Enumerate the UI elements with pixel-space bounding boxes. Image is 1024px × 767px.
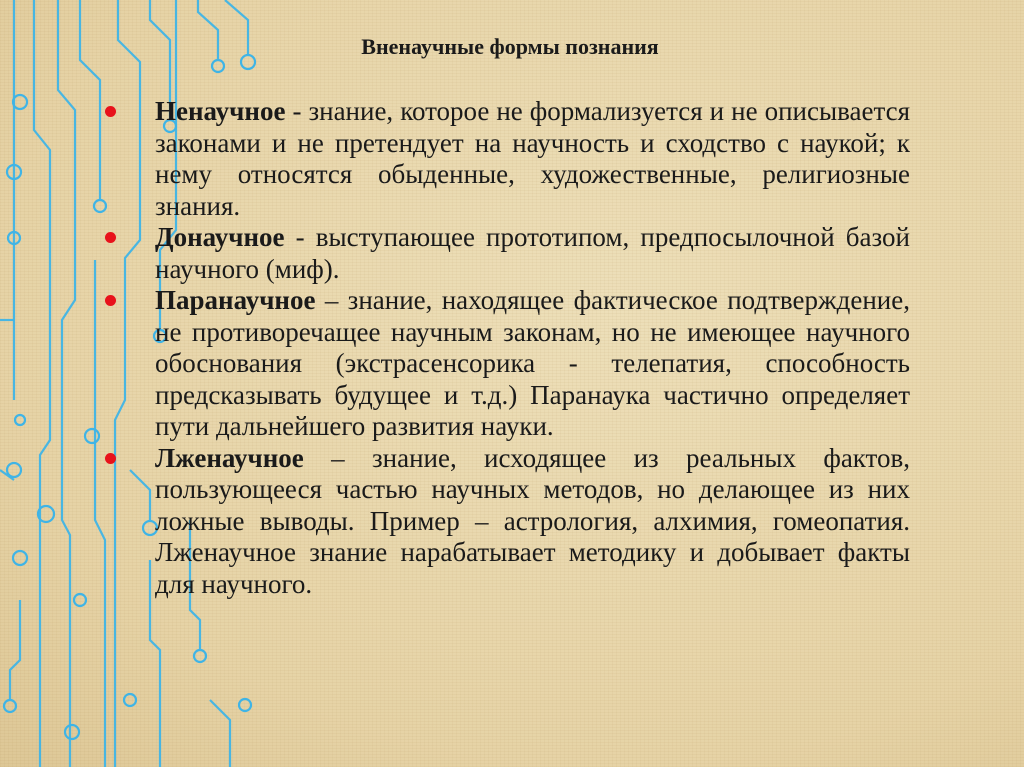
circuit-node <box>15 415 25 425</box>
list-item-lzhenauchnoe <box>105 443 910 601</box>
circuit-trace <box>10 600 20 700</box>
circuit-node <box>74 594 86 606</box>
list-item-paranauchnoe <box>105 285 910 443</box>
circuit-trace <box>34 0 50 767</box>
circuit-node <box>212 60 224 72</box>
bullet-icon <box>105 106 116 117</box>
circuit-trace <box>80 0 100 200</box>
circuit-node <box>65 725 79 739</box>
term-label: Донаучное <box>155 222 285 252</box>
circuit-node <box>124 694 136 706</box>
list-item-nenauchnoe <box>105 96 910 222</box>
circuit-node <box>13 95 27 109</box>
term-label: Лженаучное <box>155 442 304 473</box>
list-item-donauchnoe <box>105 222 910 285</box>
term-definition: – знание, исходящее из реальных фактов, пользующееся частью научных методов, но делающее из них ложные выводы. Пример – астрология, алхимия, гомеопатия. Лженаучное знание нарабатывает методику и добывает факты для научного. <box>155 442 910 599</box>
circuit-node <box>239 699 251 711</box>
circuit-trace <box>210 700 230 767</box>
term-label: Ненаучное <box>155 96 286 126</box>
term-definition: – знание, находящее фактическое подтверждение, не противоречащее научным законам, но не имеющее научного обоснования (экстрасенсорика - телепатия, способность предсказывать будущее и т.д.) Паранаука частично определяет пути дальнейшего развития науки. <box>155 285 910 441</box>
term-label: Паранаучное <box>155 285 316 315</box>
term-definition: - знание, которое не формализуется и не описывается законами и не претендует на научность и сходство с наукой; к нему относятся обыденные, художественные, религиозные знания. <box>155 96 910 221</box>
circuit-trace <box>58 0 75 767</box>
bullet-list <box>105 96 910 600</box>
circuit-trace <box>225 0 248 55</box>
circuit-node <box>85 429 99 443</box>
circuit-trace <box>198 0 218 60</box>
circuit-node <box>13 551 27 565</box>
bullet-icon <box>105 295 116 306</box>
circuit-node <box>4 700 16 712</box>
slide-title: Вненаучные формы познания <box>361 34 659 59</box>
bullet-icon <box>105 453 116 464</box>
term-definition: - выступающее прототипом, предпосылочной базой научного (миф). <box>155 222 910 284</box>
circuit-node <box>194 650 206 662</box>
circuit-trace <box>95 260 105 767</box>
circuit-node <box>7 463 21 477</box>
bullet-icon <box>105 232 116 243</box>
